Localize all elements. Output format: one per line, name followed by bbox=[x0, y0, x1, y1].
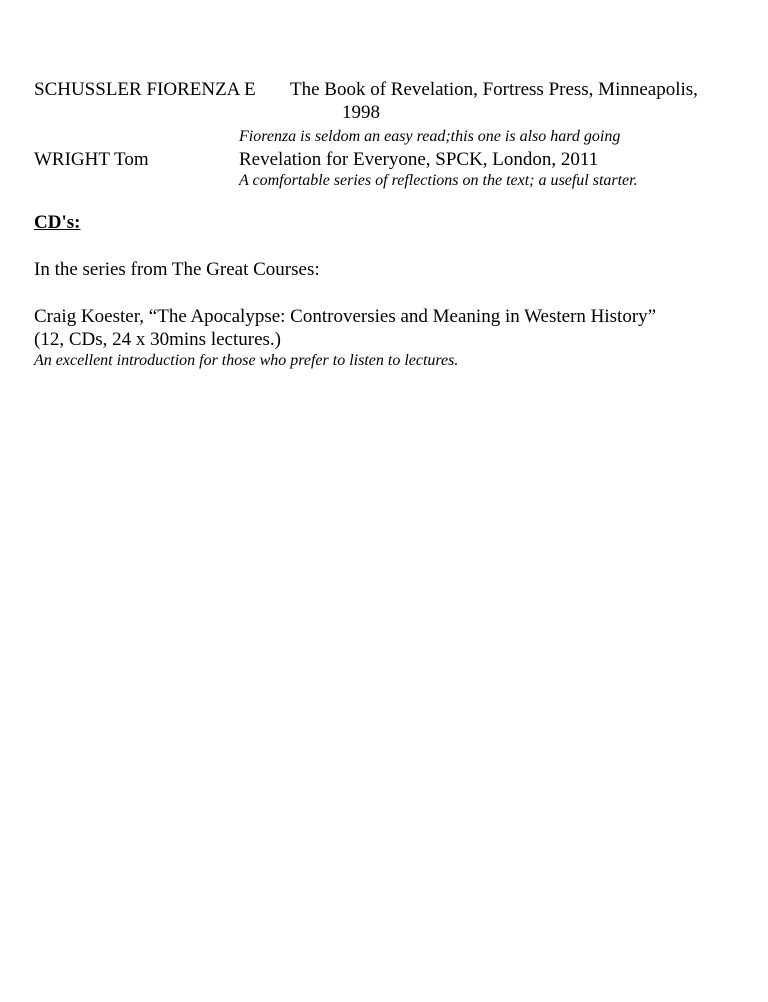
cd-item-details: (12, CDs, 24 x 30mins lectures.) bbox=[34, 329, 281, 350]
entry-1-note: Fiorenza is seldom an easy read;this one is also hard going bbox=[239, 128, 621, 145]
entry-2-title: Revelation for Everyone, SPCK, London, 2011 bbox=[239, 149, 599, 170]
entry-2-note: A comfortable series of reflections on the text; a useful starter. bbox=[239, 172, 638, 189]
entry-1-title: The Book of Revelation, Fortress Press, Minneapolis, bbox=[290, 79, 698, 100]
entry-2-author: WRIGHT Tom bbox=[34, 149, 149, 170]
cd-item-title: Craig Koester, “The Apocalypse: Controversies and Meaning in Western History” bbox=[34, 306, 657, 327]
entry-1-year: 1998 bbox=[342, 102, 380, 123]
cds-intro: In the series from The Great Courses: bbox=[34, 259, 320, 280]
cds-heading: CD's: bbox=[34, 212, 81, 233]
entry-1-author: SCHUSSLER FIORENZA E bbox=[34, 79, 256, 100]
cd-item-note: An excellent introduction for those who prefer to listen to lectures. bbox=[34, 352, 459, 369]
